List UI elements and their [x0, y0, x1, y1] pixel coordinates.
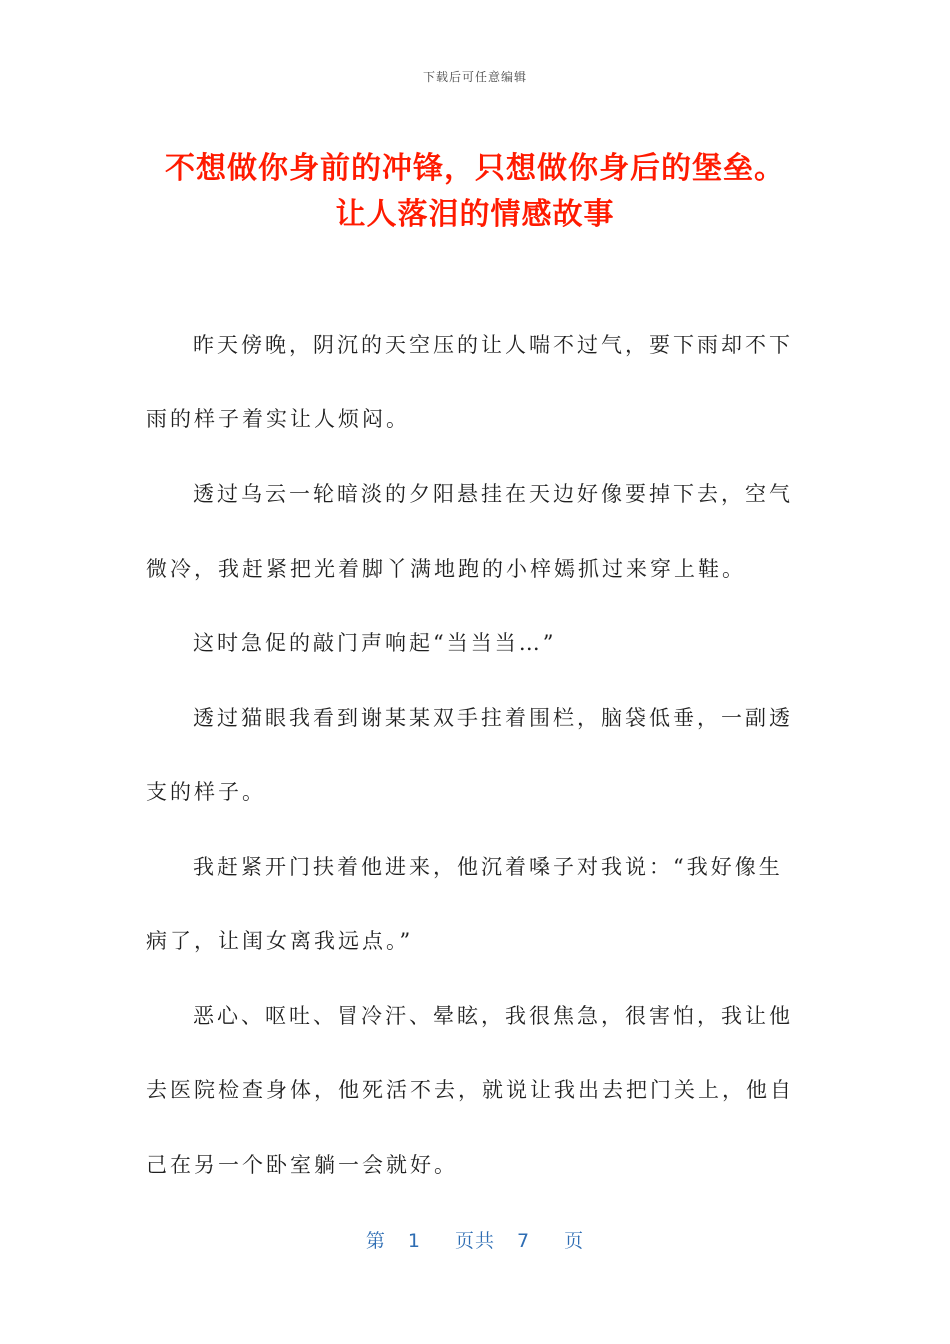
- page-footer: [0, 1226, 950, 1253]
- body-line: 这时急促的敲门声响起“当当当…”: [193, 631, 557, 655]
- body-line: 我赶紧开门扶着他进来，他沉着嗓子对我说：“我好像生: [193, 855, 783, 879]
- title-line-1: 不想做你身前的冲锋，只想做你身后的堡垒。: [165, 151, 785, 186]
- body-line: 透过乌云一轮暗淡的夕阳悬挂在天边好像要掉下去，空气: [193, 482, 793, 506]
- body-line: 雨的样子着实让人烦闷。: [146, 407, 410, 431]
- page-number: 1: [407, 1230, 421, 1252]
- total-pages: 7: [517, 1230, 531, 1252]
- body-line: 去医院检查身体，他死活不去，就说让我出去把门关上，他自: [146, 1078, 794, 1102]
- body-line: 支的样子。: [146, 780, 266, 804]
- body-line: 己在另一个卧室躺一会就好。: [146, 1153, 458, 1177]
- body-line: 病了，让闺女离我远点。”: [146, 929, 414, 953]
- body-line: 昨天傍晚，阴沉的天空压的让人喘不过气，要下雨却不下: [193, 333, 793, 357]
- footer-middle: 页共: [454, 1230, 495, 1252]
- header-note: 下载后可任意编辑: [422, 70, 527, 84]
- footer-suffix: 页: [564, 1230, 585, 1252]
- body-line: 透过猫眼我看到谢某某双手拄着围栏，脑袋低垂，一副透: [193, 706, 793, 730]
- body-line: 恶心、呕吐、冒冷汗、晕眩，我很焦急，很害怕，我让他: [193, 1004, 793, 1028]
- title-line-2: 让人落泪的情感故事: [335, 197, 615, 232]
- body-line: 微冷，我赶紧把光着脚丫满地跑的小梓嫣抓过来穿上鞋。: [146, 557, 746, 581]
- footer-prefix: 第: [365, 1230, 386, 1252]
